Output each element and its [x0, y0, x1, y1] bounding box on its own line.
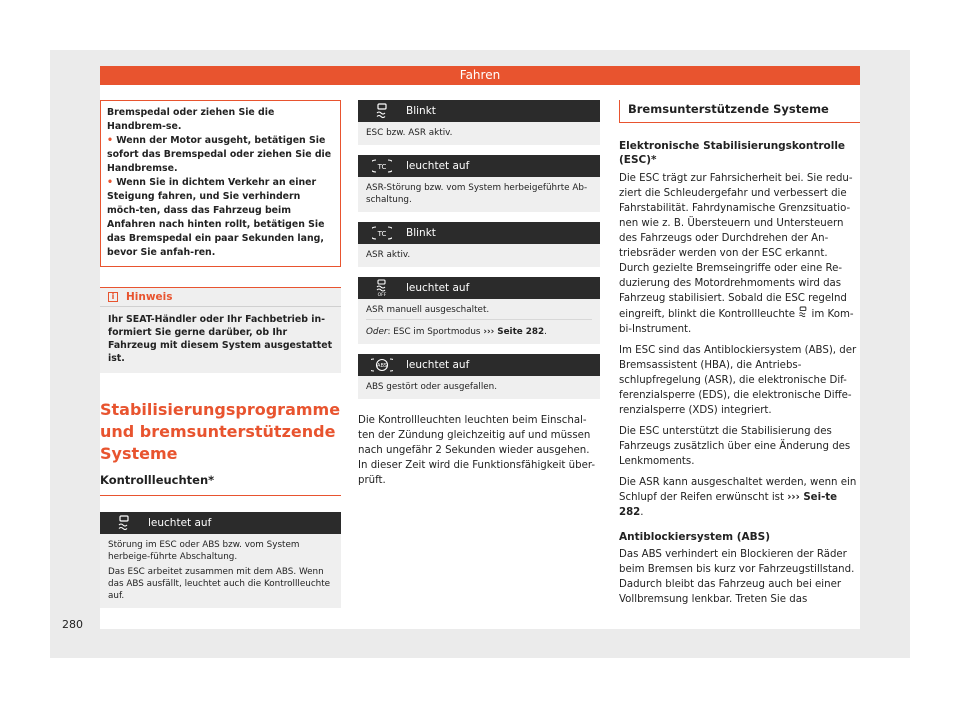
subsection-title: Kontrollleuchten* — [100, 473, 341, 496]
lamp-entry — [358, 277, 600, 344]
lamp-header — [358, 222, 600, 244]
bullet-icon: • — [107, 135, 113, 146]
lamp-entry — [358, 100, 600, 145]
page-reference-link[interactable]: ››› Sei-te 282 — [619, 492, 838, 518]
hint-header — [100, 288, 341, 307]
lamp-header — [358, 354, 600, 376]
column-left — [100, 100, 341, 618]
warning-item-text: Wenn Sie in dichtem Verkehr an einer Steigung fahren, und Sie verhindern möch-ten, dass das Fahrzeug beim Anfahren nach hinten rollt, betätigen Sie das Bremspedal ein paar Sekunden lang, bevor Sie anfah-ren. — [107, 177, 325, 258]
column-right — [619, 100, 860, 613]
lamp-text: Das ESC arbeitet zusammen mit dem ABS. Wenn das ABS ausfällt, leuchtet auch die Kontrollleuchte auf. — [108, 567, 331, 601]
hint-box — [100, 287, 341, 373]
body-text — [619, 547, 860, 607]
paragraph-text: . — [640, 507, 644, 518]
lamp-text — [366, 319, 592, 338]
lamp-status: leuchtet auf — [406, 160, 470, 172]
esc-icon — [358, 103, 406, 119]
abs-label: ABS — [377, 363, 387, 369]
lamp-status: Blinkt — [406, 227, 436, 239]
page-reference-link[interactable]: ››› Seite 282 — [483, 327, 545, 337]
lamp-status: Blinkt — [406, 105, 436, 117]
bullet-icon: • — [107, 177, 113, 188]
lamp-text-end: . — [544, 327, 547, 337]
tc-icon — [358, 226, 406, 240]
lamp-header — [358, 155, 600, 177]
section-title: Bremsunterstützende Systeme — [619, 100, 860, 123]
column-middle — [358, 100, 600, 488]
off-label: OFF — [377, 293, 387, 297]
lamp-status: leuchtet auf — [148, 517, 212, 529]
lamp-header — [358, 277, 600, 299]
warning-continued-text: Bremspedal oder ziehen Sie die Handbrem-se. — [107, 107, 275, 132]
hint-title: Hinweis — [126, 291, 173, 303]
lamp-description: ASR aktiv. — [358, 244, 600, 267]
lamp-status: leuchtet auf — [406, 359, 470, 371]
paragraph: Die ESC unterstützt die Stabilisierung des Fahrzeugs zusätzlich über eine Änderung des Lenkmoments. — [619, 426, 851, 467]
lamp-text: ASR manuell ausgeschaltet. — [366, 305, 490, 315]
chapter-header: Fahren — [100, 66, 860, 85]
tc-icon — [358, 159, 406, 173]
lamp-text: Störung im ESC oder ABS bzw. vom System herbeige-führte Abschaltung. — [108, 540, 300, 562]
lamp-description — [100, 534, 341, 608]
paragraph — [619, 171, 860, 337]
paragraph-text: Die ESC trägt zur Fahrsicherheit bei. Sie redu-ziert die Schleudergefahr und verbessert die Fahrstabilität. Fahrdynamische Grenzsituatio-nen wie z. B. Übersteuern und Untersteuern des Fahrzeugs oder Durchdrehen der An-triebsräder werden von der ESC erkannt. Durch gezielte Bremseingriffe oder eine Re-duzierung des Motordrehmoments wird das Fahrzeug stabilisiert. Sobald die ESC regelnd eingreift, blinkt die Kontrollleuchte — [619, 173, 853, 320]
warning-item — [107, 134, 334, 176]
paragraph: Das ABS verhindert ein Blockieren der Räder beim Bremsen bis kurz vor Fahrzeugstillstand. Dadurch bleibt das Fahrzeug auch bei einer Vollbremsung lenkbar. Treten Sie das — [619, 549, 855, 605]
paragraph-text: Die ASR kann ausgeschaltet werden, wenn ein Schlupf der Reifen erwünscht ist — [619, 477, 857, 503]
esc-off-icon — [358, 279, 406, 297]
warning-box — [100, 100, 341, 267]
section-title: Stabilisierungsprogramme und bremsunterstützende Systeme — [100, 400, 341, 463]
lamp-description: ASR-Störung bzw. vom System herbeigeführte Ab-schaltung. — [358, 177, 600, 212]
esc-icon — [100, 515, 148, 531]
heading-abs: Antiblockiersystem (ABS) — [619, 531, 771, 543]
paragraph — [619, 475, 860, 520]
heading-esc: Elektronische Stabilisierungskontrolle (ESC)* — [619, 140, 846, 166]
lamp-description — [358, 299, 600, 344]
lamp-description: ABS gestört oder ausgefallen. — [358, 376, 600, 399]
abs-icon — [358, 358, 406, 372]
paragraph-text: im Kom-bi-Instrument. — [619, 309, 854, 335]
warning-item-text: Wenn der Motor ausgeht, betätigen Sie sofort das Bremspedal oder ziehen Sie die Handbremse. — [107, 135, 332, 174]
tc-label: TC — [377, 163, 387, 171]
lamp-text-prefix: Oder — [366, 327, 388, 337]
lamp-entry — [358, 354, 600, 399]
hint-text: Ihr SEAT-Händler oder Ihr Fachbetrieb in-formiert Sie gerne darüber, ob Ihr Fahrzeug mit diesem System ausgestattet ist. — [108, 314, 333, 364]
info-icon: i — [108, 292, 118, 302]
lamp-description: ESC bzw. ASR aktiv. — [358, 122, 600, 145]
tc-label: TC — [377, 230, 387, 238]
paragraph: Im ESC sind das Antiblockiersystem (ABS), der Bremsassistent (HBA), die Antriebs-schlupfregelung (ASR), die elektronische Dif-ferenzialsperre (EDS), die elektronische Diffe-renzialsperre (XDS) integriert. — [619, 345, 857, 416]
lamp-entry — [358, 222, 600, 267]
esc-icon — [798, 306, 808, 318]
warning-item — [107, 176, 334, 260]
lamp-entry — [358, 155, 600, 212]
lamp-header — [100, 512, 341, 534]
body-text — [619, 171, 860, 520]
lamp-text-body: : ESC im Sportmodus — [387, 327, 484, 337]
lamp-status: leuchtet auf — [406, 282, 470, 294]
lamp-header — [358, 100, 600, 122]
lamp-entry — [100, 512, 341, 608]
body-paragraph: Die Kontrollleuchten leuchten beim Einschal-ten der Zündung gleichzeitig auf und müssen nach ungefähr 2 Sekunden wieder ausgehen. In dieser Zeit wird die Funktionsfähigkeit über-prüft. — [358, 415, 596, 486]
page-number: 280 — [62, 618, 83, 631]
